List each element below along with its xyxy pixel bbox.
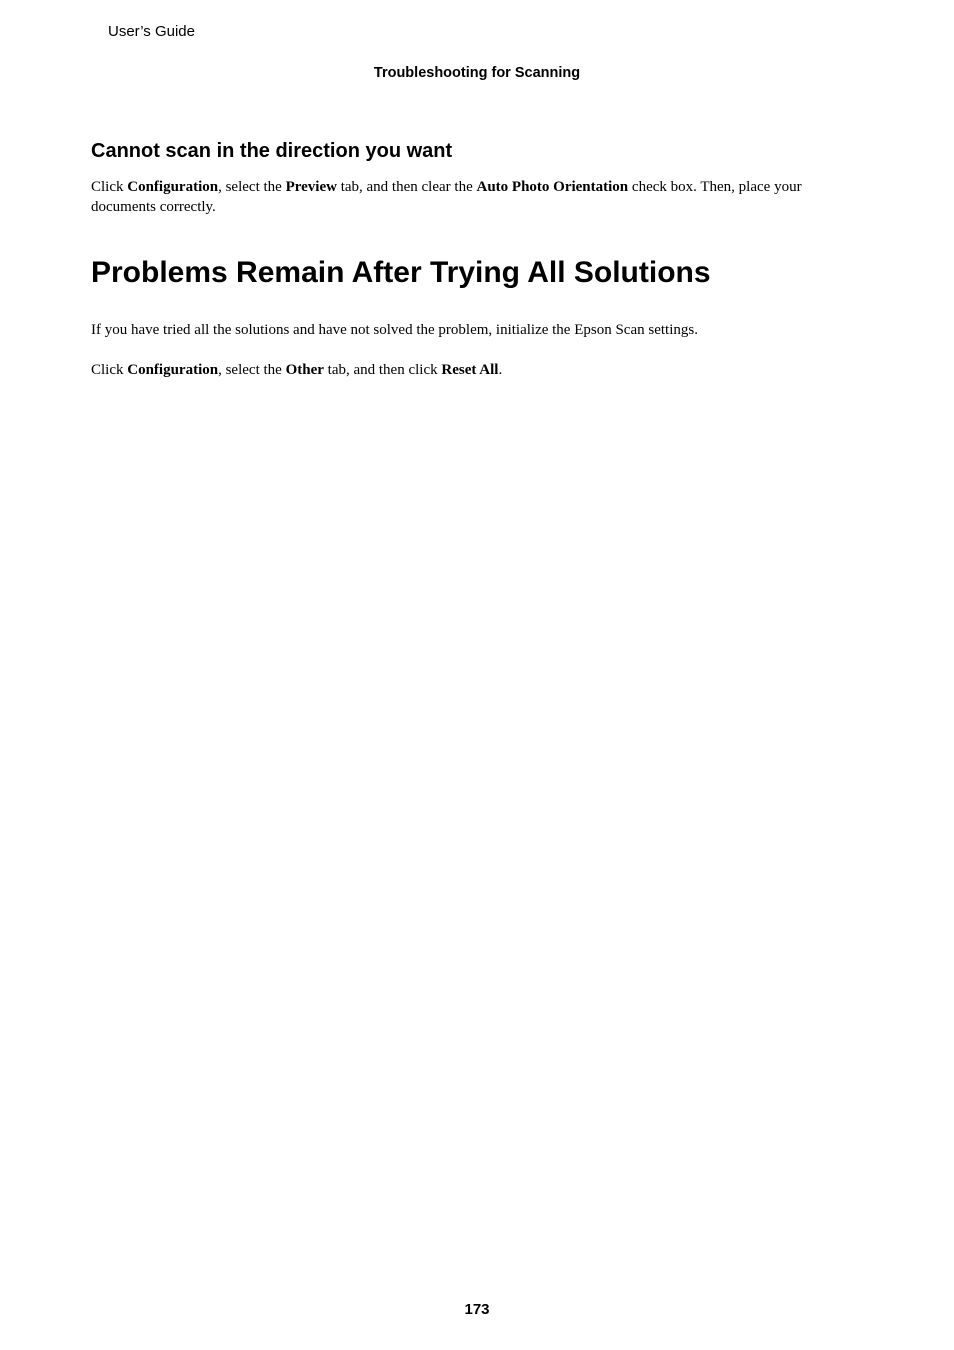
text-run: Click <box>91 179 128 195</box>
text-run: tab, and then click <box>323 362 442 378</box>
ui-term-other: Other <box>285 362 324 378</box>
ui-term-configuration: Configuration <box>127 362 219 378</box>
section-paragraph-problems-intro: If you have tried all the solutions and have not solved the problem, initialize the Epson Scan settings. <box>91 322 698 338</box>
running-header-chapter-title: Troubleshooting for Scanning <box>373 65 581 81</box>
text-run: . <box>498 362 503 378</box>
text-run: Click <box>91 362 128 378</box>
section-heading-problems: Problems Remain After Trying All Solutions <box>91 256 711 289</box>
text-run: , select the <box>218 362 286 378</box>
ui-term-preview: Preview <box>285 179 337 195</box>
ui-term-auto-photo-orientation: Auto Photo Orientation <box>476 179 629 195</box>
text-run: check box. Then, place your documents correctly. <box>91 179 802 215</box>
ui-term-reset-all: Reset All <box>441 362 499 378</box>
ui-term-configuration: Configuration <box>127 179 219 195</box>
section-heading-direction: Cannot scan in the direction you want <box>91 140 453 162</box>
text-run: , select the <box>218 179 286 195</box>
page-number: 173 <box>464 1301 490 1318</box>
running-header-guide-title: User’s Guide <box>108 23 195 40</box>
text-run: tab, and then clear the <box>336 179 477 195</box>
section-paragraph-problems-reset <box>91 360 866 380</box>
section-paragraph-direction <box>91 177 866 217</box>
